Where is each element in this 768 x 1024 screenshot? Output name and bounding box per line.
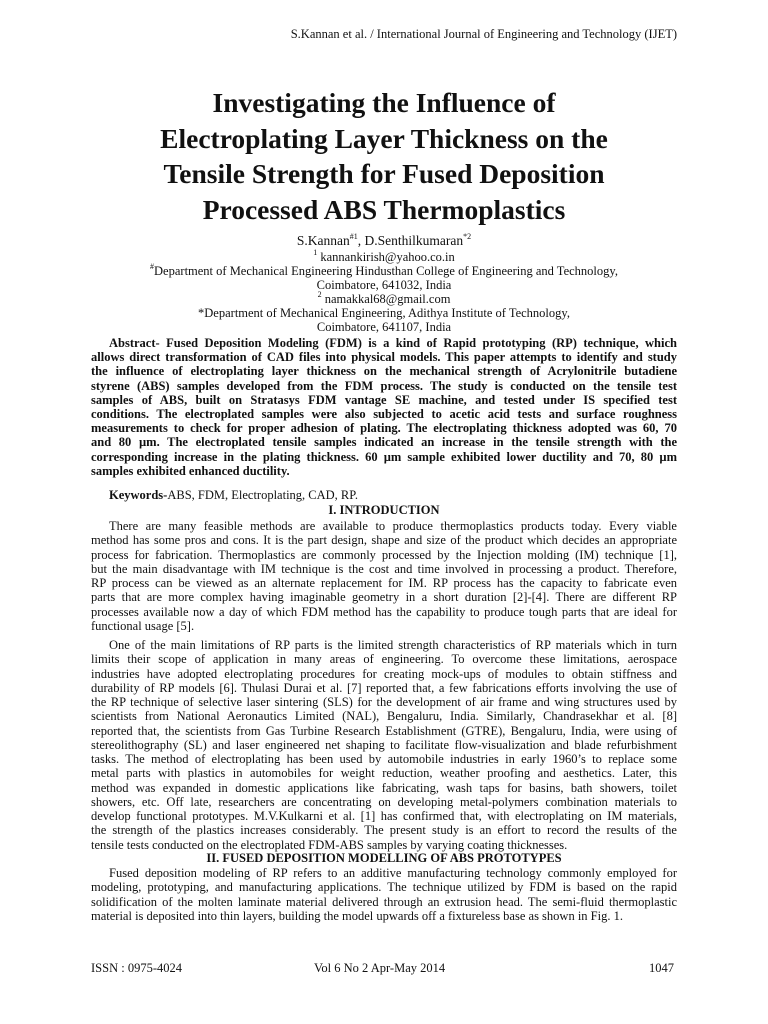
author-name: S.Kannan [296, 233, 350, 248]
section-heading-introduction: I. INTRODUCTION [328, 503, 440, 517]
author-marker: *2 [463, 232, 472, 241]
paragraph-line: the strength of the plastics increases considerably. The present study is an effort to record the results of the [91, 823, 677, 838]
title-line: Electroplating Layer Thickness on the [160, 122, 608, 154]
abstract-line: samples of ABS, built on Stratasys FDM vantage SE machine, and tested under IS specified test [91, 392, 677, 407]
paragraph-line: metal parts with plastics in automobiles for weight reduction, weather proofing and aesthetics. Later, this [91, 766, 677, 781]
abstract-line: corresponding increase in the plating thickness. 60 µm sample exhibited lower ductility and 70, 80 µm [91, 449, 677, 464]
abstract-line: styrene (ABS) samples developed from the FDM process. The study is conducted on the tensile test [91, 378, 677, 393]
paragraph-line: solidification of the molten laminate material delivered through an extrusion head. The semi-fluid thermoplastic [91, 894, 677, 909]
email-text: kannankirish@yahoo.co.in [317, 250, 455, 264]
email-marker: 2 [317, 290, 322, 300]
abstract-line: conditions. The electroplated samples were also subjected to acetic acid tests and surface roughness [91, 407, 677, 422]
affiliation-text: Department of Mechanical Engineering Hindusthan College of Engineering and Technology, [154, 264, 618, 278]
author-name: D.Senthilkumaran [364, 233, 464, 248]
author-separator: , [357, 233, 365, 248]
author-email [0, 292, 768, 306]
footer-issn: ISSN : 0975-4024 [91, 961, 182, 975]
section-heading-fdm: II. FUSED DEPOSITION MODELLING OF ABS PROTOTYPES [206, 851, 562, 865]
paragraph-line: modeling, prototyping, and manufacturing applications. The technique utilized by FDM is based on the rapid [91, 880, 677, 895]
intro-paragraph-1 [91, 519, 677, 633]
paragraph-line: scientists from National Aeronautics Limited (NAL), Bengaluru, India. Similarly, Chandrasekhar et al. [8] [91, 709, 677, 724]
paragraph-line: develop functional prototypes. M.V.Kulkarni et al. [1] has confirmed that, with electroplating on IM materials, [91, 809, 677, 823]
running-head: S.Kannan et al. / International Journal of Engineering and Technology (IJET) [290, 27, 677, 41]
footer-page-number: 1047 [649, 961, 674, 975]
keywords-text: ABS, FDM, Electroplating, CAD, RP. [167, 488, 358, 502]
affiliation-marker: # [150, 262, 155, 272]
author-marker: #1 [349, 232, 358, 241]
title-line: Investigating the Influence of [212, 87, 556, 118]
paragraph-line: limits their scope of application in many areas of engineering. To overcome these limitations, aerospace [91, 652, 677, 667]
abstract-line: the influence of electroplating layer thickness on the mechanical strength of Acrylonitrile butadiene [91, 364, 677, 379]
paragraph-line: method was expanded in domestic applications like fabricating, wash taps for basins, bath showers, toilet [91, 780, 677, 795]
paragraph-line: Fused deposition modeling of RP refers to an additive manufacturing technology commonly employed for [109, 866, 677, 880]
paragraph-line: industries have adopted electroplating procedures for creating mock-ups of modules to obtain stiffness and [91, 666, 677, 681]
author-email [0, 250, 768, 264]
paragraph-line: stereolithography (SL) and laser engineered net shaping to facilitate flow-visualization and blade refurbishment [91, 737, 677, 752]
author-list [0, 233, 768, 249]
title-line: Tensile Strength for Fused Deposition [163, 158, 605, 189]
email-text: namakkal68@gmail.com [321, 292, 451, 306]
email-marker: 1 [313, 248, 318, 258]
fdm-paragraph-1 [91, 866, 677, 923]
affiliation-line [0, 264, 768, 278]
abstract-line: allows direct transformation of CAD files into physical models. This paper attempts to identify and study [91, 350, 677, 365]
paragraph-line: There are many feasible methods are available to produce thermoplastics products today. Every viable [109, 519, 677, 533]
paper-title [60, 85, 708, 227]
intro-paragraph-2 [91, 638, 677, 852]
paragraph-line: parts that are more complex having imaginable geometry in a short duration [2]-[4]. There are different RP [91, 590, 677, 605]
paragraph-line: material is deposited into thin layers, building the model upwards off a fixtureless base as shown in Fig. 1. [91, 908, 623, 923]
abstract-line: and 80 µm. The electroplated tensile samples indicated an increase in the tensile strength with the [91, 435, 677, 450]
abstract [91, 336, 677, 478]
paragraph-line: functional usage [5]. [91, 618, 195, 633]
paragraph-line: tensile tests conducted on the electroplated FDM-ABS samples by varying coating thicknesses. [91, 837, 568, 852]
abstract-line: samples exhibited enhanced ductility. [91, 463, 290, 478]
paragraph-line: durability of RP models [6]. Thulasi Durai et al. [7] reported that, a few fabrications efforts involving the use of [91, 680, 677, 695]
abstract-line: measurements to check for proper adhesion of plating. The electroplating thickness adopted was 60, 70 [91, 421, 677, 436]
paragraph-line: tasks. The method of electroplating has been used by automobile industries in early 1960’s to replace some [91, 752, 677, 766]
affiliation-line: *Department of Mechanical Engineering, Adithya Institute of Technology, [198, 306, 570, 320]
affiliation-city: Coimbatore, 641032, India [316, 278, 452, 292]
paragraph-line: RP process can be viewed as an alternate replacement for IM. RP process has the capacity to fabricate even [91, 576, 677, 590]
keywords [109, 488, 358, 503]
keywords-label: Keywords- [109, 488, 168, 502]
paragraph-line: method has some pros and cons. It is the part design, shape and size of the product which decides an appropriate [91, 533, 677, 548]
footer-volume: Vol 6 No 2 Apr-May 2014 [314, 961, 446, 975]
paragraph-line: reported that, the scientists from Gas Turbine Research Establishment (GTRE), Bengaluru, India, were using of [91, 723, 677, 738]
paragraph-line: showers, etc. Off late, researchers are concentrating on developing metal-polymers combination materials to [91, 794, 677, 809]
paragraph-line: processes available now a day of which FDM method has the capability to produce tough parts that are ideal for [91, 604, 677, 619]
title-line: Processed ABS Thermoplastics [202, 193, 566, 225]
paragraph-line: One of the main limitations of RP parts is the limited strength characteristics of RP materials which in turn [109, 638, 677, 652]
paragraph-line: the RP technique of selective laser sintering (SLS) for the development of air frame and wing structures used by [91, 695, 677, 709]
paragraph-line: but the main disadvantage with IM technique is the cost and time involved in processing a product. Therefore, [91, 561, 677, 576]
paragraph-line: process for fabrication. Thermoplastics are commonly processed by the Injection molding (IM) technique [1], [91, 547, 677, 562]
abstract-line: Abstract- Fused Deposition Modeling (FDM) is a kind of Rapid prototyping (RP) technique, which [109, 336, 677, 350]
affiliation-city: Coimbatore, 641107, India [316, 320, 452, 334]
